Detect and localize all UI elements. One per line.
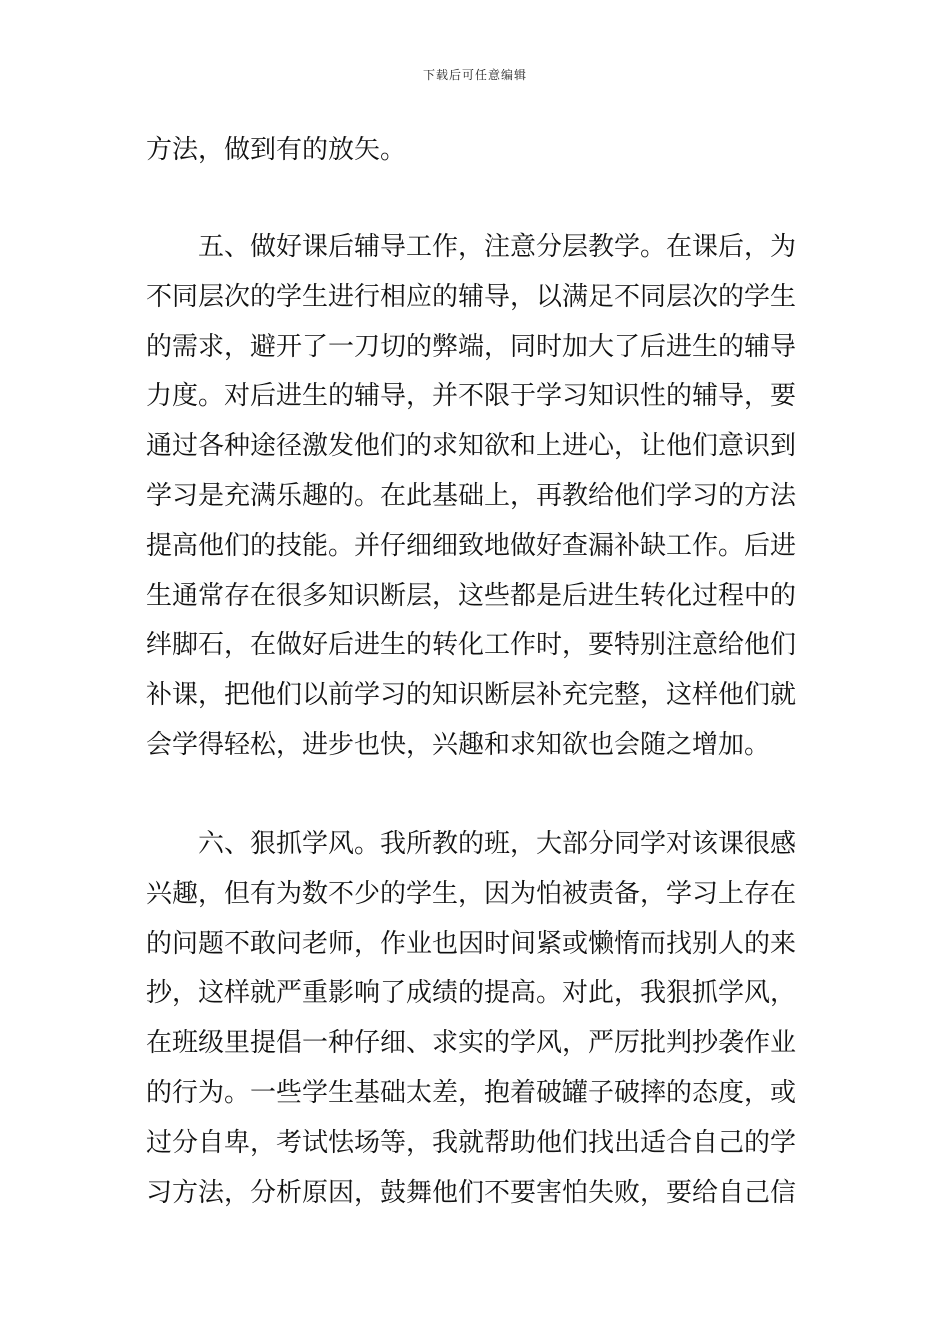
- text-line: 会学得轻松，进步也快，兴趣和求知欲也会随之增加。: [146, 729, 771, 760]
- text-line: 通过各种途径激发他们的求知欲和上进心，让他们意识到: [146, 431, 797, 462]
- text-line: 的需求，避开了一刀切的弊端，同时加大了后进生的辅导: [146, 331, 797, 362]
- text-line: 学习是充满乐趣的。在此基础上，再教给他们学习的方法: [146, 480, 797, 511]
- text-line: 抄，这样就严重影响了成绩的提高。对此，我狠抓学风，: [146, 978, 797, 1009]
- paragraph-continuation: [146, 126, 810, 176]
- text-line: 在班级里提倡一种仔细、求实的学风，严厉批判抄袭作业: [146, 1028, 797, 1059]
- text-line: 绊脚石，在做好后进生的转化工作时，要特别注意给他们: [146, 630, 797, 661]
- text-line: 兴趣，但有为数不少的学生，因为怕被责备，学习上存在: [146, 878, 797, 909]
- text-line: 六、狠抓学风。我所教的班，大部分同学对该课很感: [198, 829, 797, 859]
- text-line: 的行为。一些学生基础太差，抱着破罐子破摔的态度，或: [146, 1077, 797, 1108]
- paragraph-section-six: [146, 820, 810, 1218]
- text-line: 方法，做到有的放矢。: [146, 135, 407, 165]
- page-header-note: 下载后可任意编辑: [422, 68, 527, 82]
- text-line: 生通常存在很多知识断层，这些都是后进生转化过程中的: [146, 580, 797, 611]
- text-line: 不同层次的学生进行相应的辅导，以满足不同层次的学生: [146, 281, 797, 312]
- text-line: 习方法，分析原因，鼓舞他们不要害怕失败，要给自己信: [146, 1177, 797, 1208]
- text-line: 过分自卑，考试怯场等，我就帮助他们找出适合自己的学: [146, 1127, 797, 1158]
- text-line: 的问题不敢问老师，作业也因时间紧或懒惰而找别人的来: [146, 928, 797, 959]
- text-line: 补课，把他们以前学习的知识断层补充完整，这样他们就: [146, 680, 797, 711]
- paragraph-section-five: [146, 223, 810, 771]
- text-line: 五、做好课后辅导工作，注意分层教学。在课后，为: [198, 232, 797, 262]
- text-line: 力度。对后进生的辅导，并不限于学习知识性的辅导，要: [146, 381, 797, 412]
- text-line: 提高他们的技能。并仔细细致地做好查漏补缺工作。后进: [146, 530, 797, 561]
